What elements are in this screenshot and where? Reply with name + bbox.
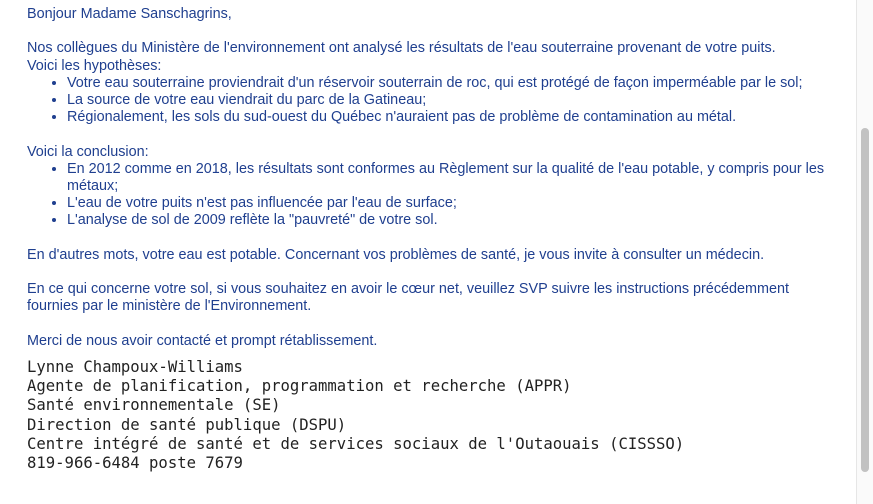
spacer bbox=[27, 230, 827, 247]
email-body bbox=[27, 6, 827, 473]
signature-unit: Santé environnementale (SE) bbox=[27, 396, 281, 415]
closing-line: Merci de nous avoir contacté et prompt rétablissement. bbox=[27, 332, 378, 349]
conclusions-list bbox=[27, 161, 827, 230]
signature-direction: Direction de santé publique (DSPU) bbox=[27, 415, 347, 434]
signature-block bbox=[27, 358, 827, 473]
greeting: Bonjour Madame Sanschagrins, bbox=[27, 6, 232, 22]
list-item: • Régionalement, les sols du sud-ouest du Québec n'auraient pas de problème de contamination au métal. bbox=[67, 109, 827, 126]
hypotheses-heading: Voici les hypothèses: bbox=[27, 57, 162, 74]
scrollbar-thumb[interactable] bbox=[861, 128, 869, 472]
intro-line: Nos collègues du Ministère de l'environnement ont analysé les résultats de l'eau souterraine provenant de votre puits. bbox=[27, 40, 776, 57]
list-item: • L'analyse de sol de 2009 reflète la "pauvreté" de votre sol. bbox=[67, 212, 827, 229]
list-item: • La source de votre eau viendrait du parc de la Gatineau; bbox=[67, 92, 827, 109]
signature-phone: 819-966-6484 poste 7679 bbox=[27, 454, 243, 472]
list-item: • En 2012 comme en 2018, les résultats sont conformes au Règlement sur la qualité de l'eau potable, y compris pour les métaux; bbox=[67, 161, 827, 195]
signature-organization: Centre intégré de santé et de services sociaux de l'Outaouais (CISSSO) bbox=[27, 434, 685, 453]
spacer bbox=[27, 316, 827, 333]
list-item: • Votre eau souterraine proviendrait d'un réservoir souterrain de roc, qui est protégé de façon imperméable par le sol; bbox=[67, 75, 827, 92]
spacer bbox=[27, 264, 827, 281]
spacer bbox=[27, 126, 827, 143]
potable-paragraph: En d'autres mots, votre eau est potable. Concernant vos problèmes de santé, je vous invite à consulter un médecin. bbox=[27, 246, 765, 263]
vertical-scrollbar[interactable] bbox=[856, 0, 873, 504]
soil-paragraph: En ce qui concerne votre sol, si vous souhaitez en avoir le cœur net, veuillez SVP suivre les instructions précédemment fournies par le ministère de l'Environnement. bbox=[27, 281, 790, 315]
signature-name: Lynne Champoux-Williams bbox=[27, 357, 243, 376]
list-item: • L'eau de votre puits n'est pas influencée par l'eau de surface; bbox=[67, 195, 827, 212]
spacer bbox=[27, 23, 827, 40]
signature-title: Agente de planification, programmation et recherche (APPR) bbox=[27, 377, 572, 396]
hypotheses-list bbox=[27, 75, 827, 127]
conclusion-heading: Voici la conclusion: bbox=[27, 143, 149, 160]
